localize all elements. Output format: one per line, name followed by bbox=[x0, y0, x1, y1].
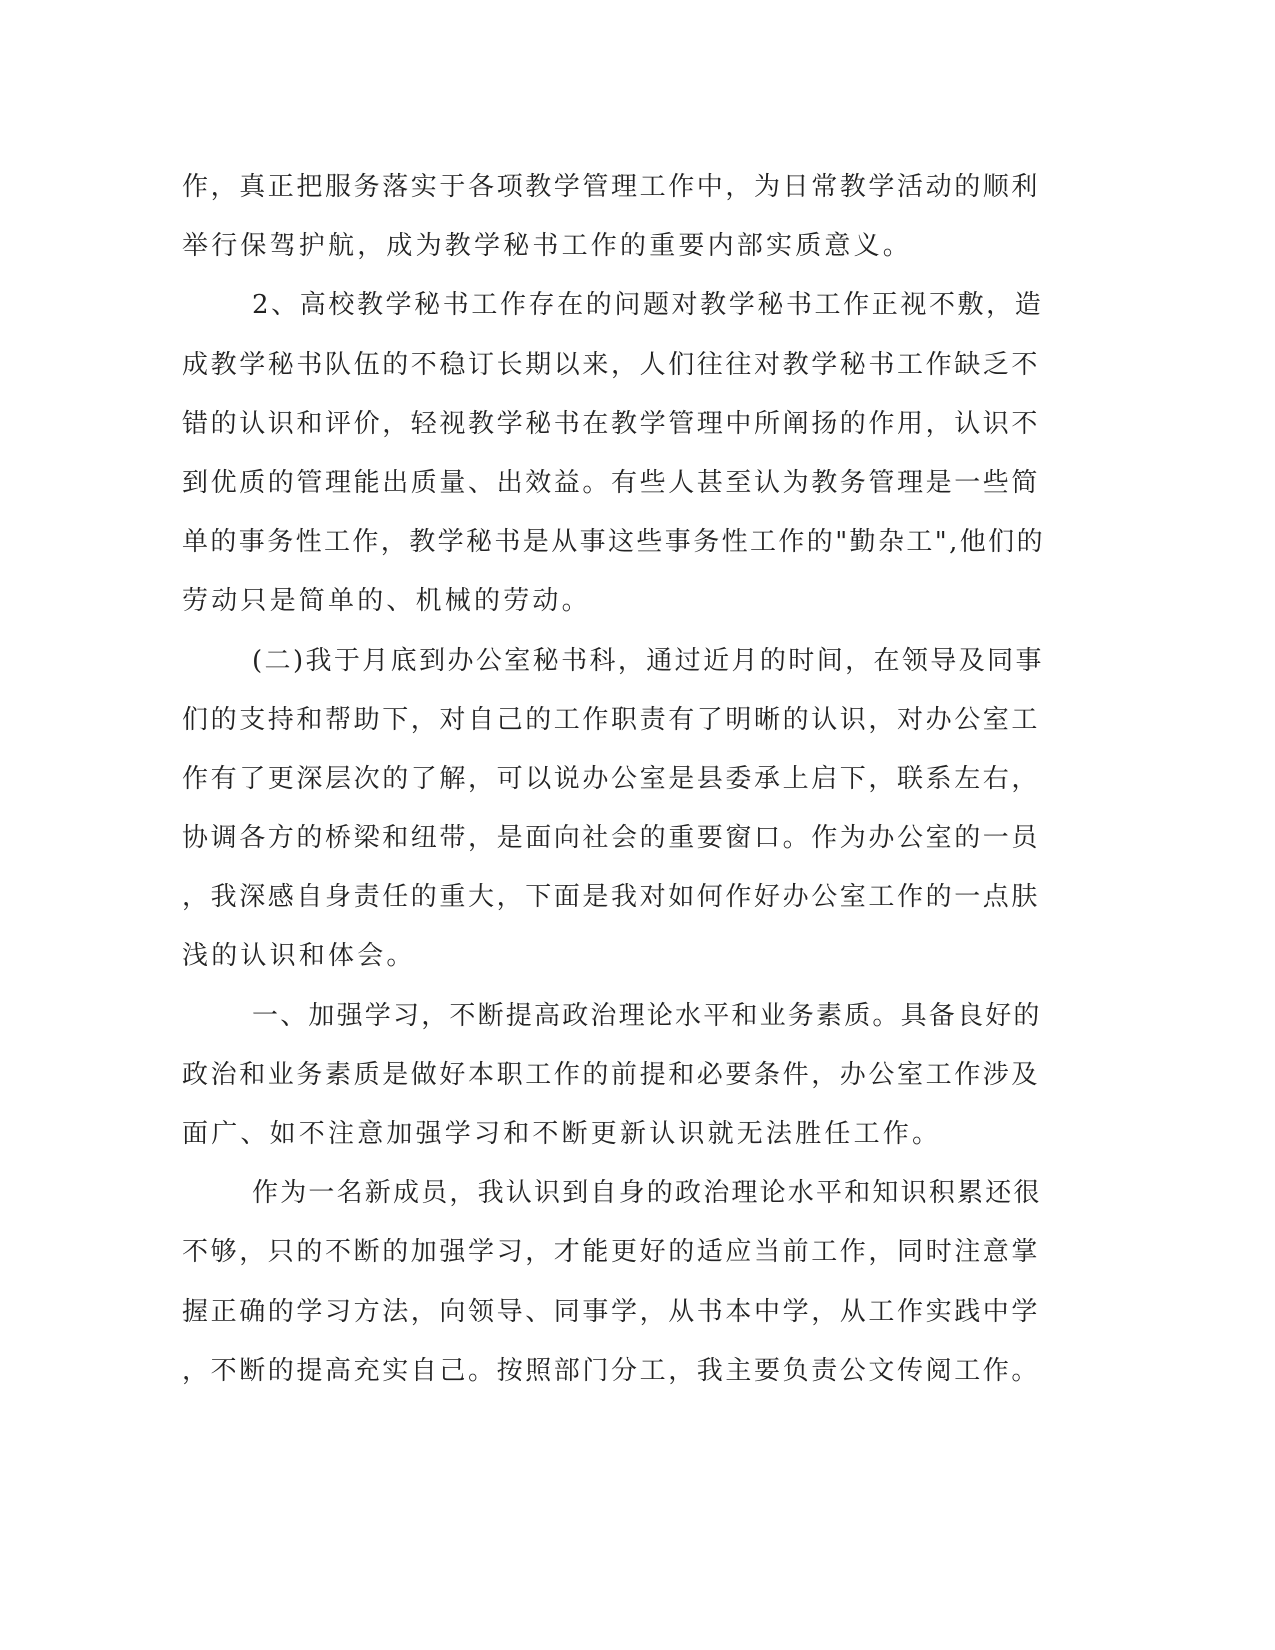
text-line: 成教学秘书队伍的不稳订长期以来，人们往往对教学秘书工作缺乏不 bbox=[182, 349, 1041, 380]
text-line: 握正确的学习方法，向领导、同事学，从书本中学，从工作实践中学 bbox=[182, 1296, 1041, 1327]
text-line: 2、高校教学秘书工作存在的问题对教学秘书工作正视不敷，造 bbox=[252, 290, 1044, 321]
text-line: 作，真正把服务落实于各项教学管理工作中，为日常教学活动的顺利 bbox=[182, 172, 1041, 202]
text-line: 面广、如不注意加强学习和不断更新认识就无法胜任工作。 bbox=[182, 1119, 942, 1149]
text-line: 协调各方的桥梁和纽带，是面向社会的重要窗口。作为办公室的一员 bbox=[182, 823, 1041, 854]
text-line: 政治和业务素质是做好本职工作的前提和必要条件，办公室工作涉及 bbox=[182, 1059, 1041, 1090]
text-line: ，不断的提高充实自己。按照部门分工，我主要负责公文传阅工作。 bbox=[182, 1355, 1041, 1386]
text-line: ，我深感自身责任的重大，下面是我对如何作好办公室工作的一点肤 bbox=[182, 882, 1041, 913]
text-line: 作有了更深层次的了解，可以说办公室是县委承上启下，联系左右， bbox=[182, 763, 1041, 794]
text-line: 浅的认识和体会。 bbox=[182, 941, 416, 972]
text-line: 作为一名新成员，我认识到自身的政治理论水平和知识积累还很 bbox=[252, 1178, 1042, 1209]
text-line: 到优质的管理能出质量、出效益。有些人甚至认为教务管理是一些简 bbox=[182, 467, 1041, 498]
text-line: 错的认识和评价，轻视教学秘书在教学管理中所阐扬的作用，认识不 bbox=[182, 408, 1041, 439]
text-line: 劳动只是简单的、机械的劳动。 bbox=[182, 586, 591, 617]
text-line: (二)我于月底到办公室秘书科，通过近月的时间，在领导及同事 bbox=[252, 645, 1044, 676]
text-line: 举行保驾护航，成为教学秘书工作的重要内部实质意义。 bbox=[182, 231, 913, 262]
text-line: 们的支持和帮助下，对自己的工作职责有了明晰的认识，对办公室工 bbox=[182, 704, 1041, 735]
text-line: 不够，只的不断的加强学习，才能更好的适应当前工作，同时注意掌 bbox=[182, 1237, 1041, 1268]
body-text bbox=[182, 158, 1045, 1401]
text-line: 单的事务性工作，教学秘书是从事这些事务性工作的"勤杂工",他们的 bbox=[182, 527, 1045, 558]
text-line: 一、加强学习，不断提高政治理论水平和业务素质。具备良好的 bbox=[252, 1000, 1042, 1031]
